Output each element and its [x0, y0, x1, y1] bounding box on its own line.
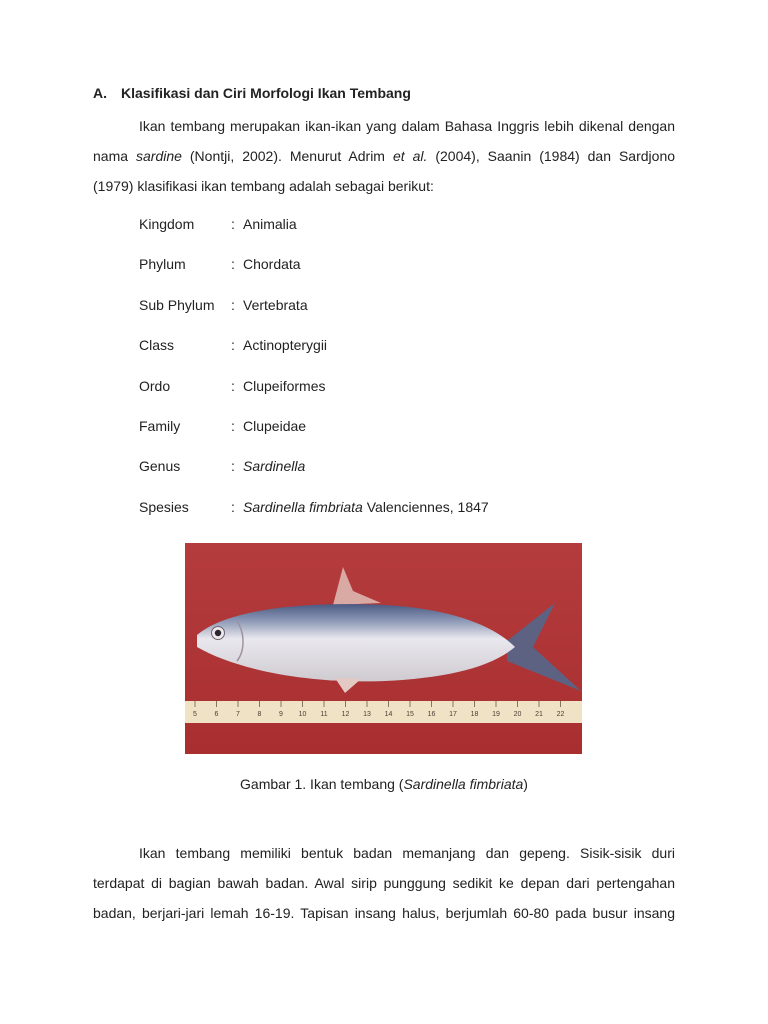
taxonomy-value-italic: Sardinella fimbriata: [243, 498, 363, 515]
taxonomy-label: Phylum: [139, 256, 186, 273]
taxonomy-separator: :: [231, 256, 235, 273]
ruler-number: 12: [341, 711, 350, 718]
taxonomy-row: [139, 418, 489, 458]
taxonomy-list: [139, 216, 489, 539]
intro-term-et-al: et al.: [392, 148, 428, 164]
taxonomy-label: Kingdom: [139, 216, 195, 232]
taxonomy-value: Clupeidae: [243, 417, 307, 434]
taxonomy-separator: :: [231, 417, 235, 434]
fish-pupil: [215, 630, 221, 636]
ruler-number: 17: [449, 711, 457, 718]
ruler-number: 19: [492, 711, 500, 718]
intro-line-2-mid: (Nontji, 2002). Menurut Adrim: [189, 148, 385, 164]
taxonomy-separator: :: [231, 296, 235, 313]
ruler-number: 6: [214, 711, 219, 718]
ruler-number: 11: [320, 711, 328, 718]
taxonomy-separator: :: [231, 498, 235, 515]
description-line-1: Ikan tembang memiliki bentuk badan memanjang dan gepeng. Sisik-sisik duri: [139, 845, 675, 861]
ruler-number: 16: [427, 711, 436, 718]
ruler-number: 7: [236, 711, 240, 718]
taxonomy-label: Sub Phylum: [139, 296, 215, 313]
section-title: Klasifikasi dan Ciri Morfologi Ikan Tembang: [121, 85, 411, 101]
taxonomy-value-authority: Valenciennes, 1847: [366, 498, 489, 515]
description-paragraph: [93, 838, 675, 928]
taxonomy-row: [139, 499, 489, 539]
taxonomy-row: [139, 297, 489, 337]
intro-line-2: [93, 141, 675, 171]
taxonomy-value: Chordata: [243, 256, 301, 273]
section-letter: A.: [93, 85, 107, 101]
section-heading: [93, 85, 411, 101]
intro-term-sardine: sardine: [136, 148, 182, 164]
ruler-number: 22: [556, 711, 565, 718]
intro-line-3: (1979) klasifikasi ikan tembang adalah sebagai berikut:: [93, 178, 434, 194]
ruler-number: 13: [363, 711, 371, 718]
intro-line-2-pre: nama: [93, 148, 129, 164]
taxonomy-value: Animalia: [243, 216, 297, 232]
intro-line-2-post: (2004), Saanin (1984) dan Sardjono: [435, 148, 676, 164]
taxonomy-value: Vertebrata: [243, 296, 308, 313]
caption-species: Sardinella fimbriata: [403, 776, 524, 792]
taxonomy-label: Class: [139, 337, 175, 354]
taxonomy-label: Genus: [139, 458, 181, 475]
taxonomy-label: Family: [139, 417, 181, 434]
ruler-number: 15: [406, 711, 414, 718]
taxonomy-row: [139, 458, 489, 498]
taxonomy-label: Ordo: [139, 377, 171, 394]
taxonomy-value: Clupeiformes: [243, 377, 326, 394]
description-line-3: badan, berjari-jari lemah 16-19. Tapisan insang halus, berjumlah 60-80 pada busur insang: [93, 905, 675, 921]
taxonomy-value-italic: Sardinella: [243, 458, 306, 475]
taxonomy-row: [139, 337, 489, 377]
intro-paragraph: [93, 111, 675, 201]
ruler-number: 20: [513, 711, 522, 718]
taxonomy-row: [139, 256, 489, 296]
taxonomy-separator: :: [231, 377, 235, 394]
taxonomy-separator: :: [231, 337, 235, 354]
ruler-number: 18: [470, 711, 479, 718]
ruler-number: 10: [298, 711, 307, 718]
ruler-number: 8: [257, 711, 262, 718]
caption-post: ): [523, 776, 528, 792]
taxonomy-separator: :: [231, 216, 235, 232]
taxonomy-value: Actinopterygii: [243, 337, 328, 354]
taxonomy-row: [139, 378, 489, 418]
fish-photo: [185, 543, 582, 754]
figure-caption: [0, 776, 768, 792]
taxonomy-separator: :: [231, 458, 235, 475]
taxonomy-row: [139, 216, 489, 256]
intro-line-1: Ikan tembang merupakan ikan-ikan yang dalam Bahasa Inggris lebih dikenal dengan: [139, 118, 675, 134]
description-line-2: terdapat di bagian bawah badan. Awal sirip punggung sedikit ke depan dari pertengahan: [93, 875, 675, 891]
ruler-number: 21: [535, 711, 543, 718]
ruler-number: 5: [193, 711, 197, 718]
ruler-number: 14: [384, 711, 393, 718]
ruler: [185, 701, 582, 723]
ruler-number: 9: [279, 711, 283, 718]
taxonomy-label: Spesies: [139, 498, 189, 515]
caption-pre: Gambar 1. Ikan tembang (: [240, 776, 404, 792]
